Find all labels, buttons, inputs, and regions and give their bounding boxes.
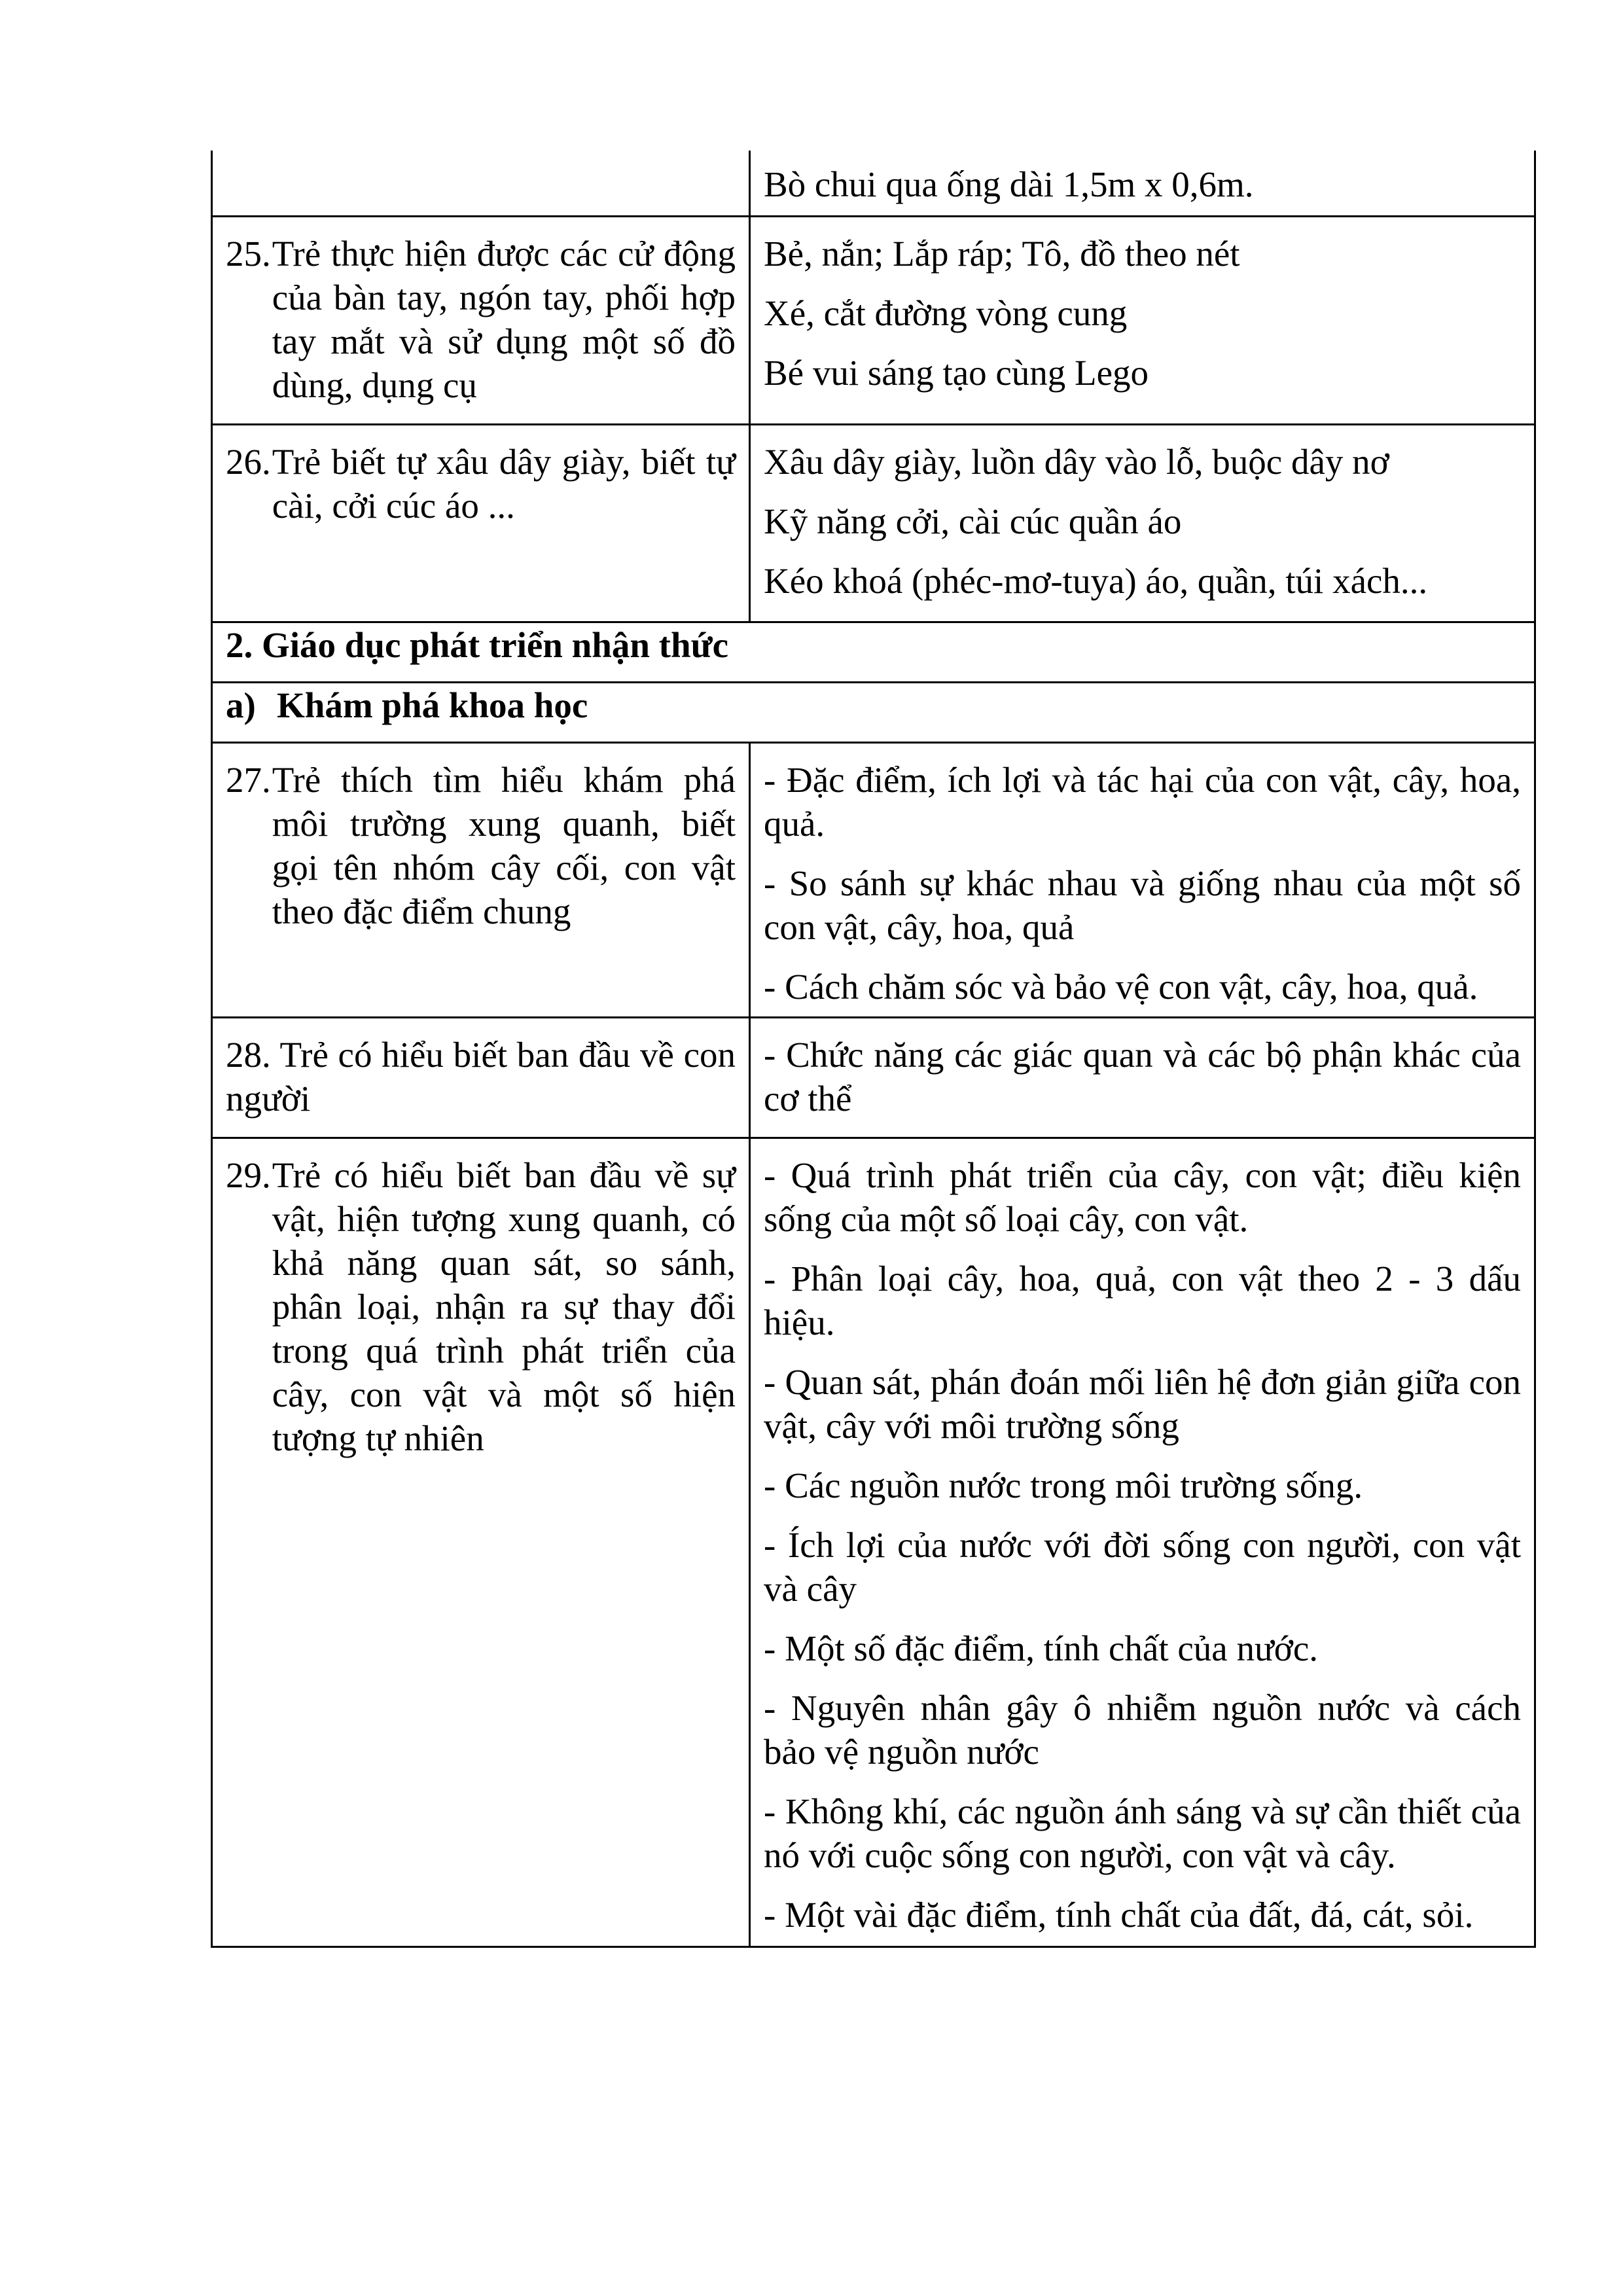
content-cell: [750, 216, 1535, 424]
objective-cell: [212, 742, 750, 1017]
objective-cell: [212, 1138, 750, 1946]
objective-cell: [212, 151, 750, 216]
objective-cell: [212, 424, 750, 622]
objective-number: 27.: [226, 759, 271, 800]
content-cell: [750, 1138, 1535, 1946]
table-row: [212, 151, 1535, 216]
content-item: - Nguyên nhân gây ô nhiễm nguồn nước và cách bảo vệ nguồn nước: [764, 1687, 1521, 1772]
table-row: [212, 216, 1535, 424]
content-item: - Một số đặc điểm, tính chất của nước.: [764, 1628, 1318, 1668]
content-item: - Các nguồn nước trong môi trường sống.: [764, 1465, 1363, 1505]
objective: [226, 440, 736, 528]
content-item: Xé, cắt đường vòng cung: [764, 293, 1128, 333]
content-cell: [750, 424, 1535, 622]
sub-heading-row: [212, 682, 1535, 742]
content-cell: [750, 1017, 1535, 1138]
content-cell: [750, 151, 1535, 216]
objective-cell: [212, 216, 750, 424]
content-cell: [750, 742, 1535, 1017]
content-item: - Ích lợi của nước với đời sống con người, con vật và cây: [764, 1524, 1521, 1609]
content-item: - Đặc điểm, ích lợi và tác hại của con vật, cây, hoa, quả.: [764, 759, 1521, 844]
content-item: - So sánh sự khác nhau và giống nhau của một số con vật, cây, hoa, quả: [764, 863, 1521, 947]
content-item: - Quá trình phát triển của cây, con vật; điều kiện sống của một số loại cây, con vật.: [764, 1155, 1521, 1239]
table-row: [212, 424, 1535, 622]
objective: [226, 232, 736, 407]
objective-text: Trẻ biết tự xâu dây giày, biết tự cài, cởi cúc áo ...: [272, 441, 736, 526]
content-item: - Cách chăm sóc và bảo vệ con vật, cây, hoa, quả.: [764, 966, 1478, 1007]
objective-cell: [212, 1017, 750, 1138]
content-item: - Không khí, các nguồn ánh sáng và sự cần thiết của nó với cuộc sống con người, con vật và cây.: [764, 1791, 1521, 1875]
sub-heading-label: a): [226, 685, 256, 725]
content-item: - Quan sát, phán đoán mối liên hệ đơn giản giữa con vật, cây với môi trường sống: [764, 1361, 1521, 1446]
objective-text: Trẻ có hiểu biết ban đầu về sự vật, hiện tượng xung quanh, có khả năng quan sát, so sánh, phân loại, nhận ra sự thay đổi trong quá trình phát triển của cây, con vật và một số hiện tượng tự nhiên: [272, 1155, 736, 1458]
content-item: Xâu dây giày, luồn dây vào lỗ, buộc dây nơ: [764, 441, 1389, 482]
objective-text: Trẻ thực hiện được các cử động của bàn tay, ngón tay, phối hợp tay mắt và sử dụng một số đồ dùng, dụng cụ: [272, 233, 736, 405]
table-row: [212, 1138, 1535, 1946]
objective-number: 25.: [226, 233, 271, 274]
sub-heading: [212, 682, 1535, 742]
curriculum-table: [211, 151, 1536, 1948]
sub-heading-text: Khám phá khoa học: [277, 685, 588, 725]
content-item: Bẻ, nắn; Lắp ráp; Tô, đồ theo nét: [764, 233, 1240, 274]
content-item: - Phân loại cây, hoa, quả, con vật theo 2 - 3 dấu hiệu.: [764, 1258, 1521, 1342]
content-item: Bé vui sáng tạo cùng Lego: [764, 352, 1149, 393]
content-item: - Chức năng các giác quan và các bộ phận khác của cơ thể: [764, 1034, 1521, 1119]
objective: [226, 758, 736, 933]
content-item: Kéo khoá (phéc-mơ-tuya) áo, quần, túi xách...: [764, 560, 1428, 601]
content-item: Kỹ năng cởi, cài cúc quần áo: [764, 501, 1182, 541]
objective-text: 28. Trẻ có hiểu biết ban đầu về con người: [226, 1034, 736, 1119]
content-item: Bò chui qua ống dài 1,5m x 0,6m.: [764, 164, 1254, 204]
objective: [226, 1153, 736, 1460]
objective-text: Trẻ thích tìm hiểu khám phá môi trường xung quanh, biết gọi tên nhóm cây cối, con vật theo đặc điểm chung: [272, 759, 736, 931]
table-row: [212, 1017, 1535, 1138]
objective-number: 29.: [226, 1155, 271, 1195]
table-row: [212, 742, 1535, 1017]
objective-number: 26.: [226, 441, 271, 482]
section-heading-row: [212, 622, 1535, 682]
section-heading: 2. Giáo dục phát triển nhận thức: [212, 622, 1535, 682]
content-item: - Một vài đặc điểm, tính chất của đất, đá, cát, sỏi.: [764, 1894, 1474, 1935]
